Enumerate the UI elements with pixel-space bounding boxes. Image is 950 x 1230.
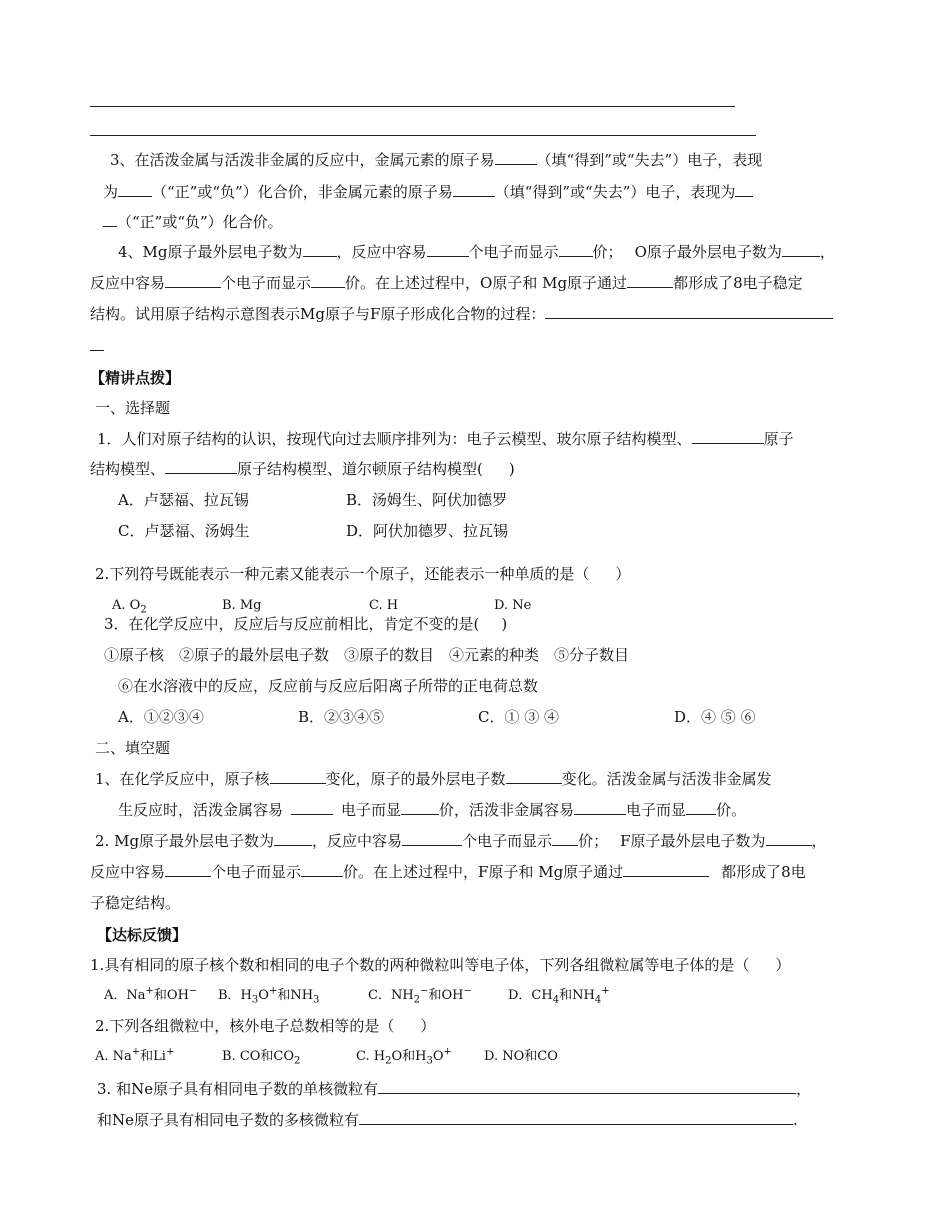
feedback-q1-option-b[interactable]: B．$H_3O^+$和$NH_3$ [218, 985, 320, 1006]
fill-blank[interactable] [301, 862, 343, 877]
fill-q1-line2: 生反应时，活泼金属容易 电子而显 价，活泼非金属容易 电子而显 价。 [118, 801, 747, 819]
fill-q2-line3: 子稳定结构。 [90, 894, 181, 912]
fill-blank[interactable] [782, 242, 820, 257]
fill-blank[interactable] [552, 831, 578, 846]
intro-q4-line4 [90, 336, 104, 356]
fill-blank[interactable] [274, 831, 312, 846]
choice-q2-option-b[interactable]: B. Mg [222, 598, 262, 613]
fill-blank[interactable] [686, 800, 716, 815]
choice-q2-option-c[interactable]: C. H [369, 598, 399, 613]
fill-blank[interactable] [303, 242, 337, 257]
feedback-q3-line2: 和Ne原子具有相同电子数的多核微粒有 . [97, 1111, 798, 1129]
choice-q2-option-a[interactable]: A. $O_2$ [112, 598, 147, 616]
choice-q1-option-a[interactable]: A．卢瑟福、拉瓦锡 [118, 491, 249, 509]
choice-q2-option-d[interactable]: D. Ne [494, 598, 532, 613]
feedback-q3-line1: 3. 和Ne原子具有相同电子数的单核微粒有 ， [97, 1080, 812, 1098]
choice-q2-stem: 2.下列符号既能表示一种元素又能表示一个原子，还能表示一种单质的是（ ） [95, 565, 631, 583]
fill-blank[interactable] [735, 182, 753, 197]
answer-line[interactable] [90, 135, 756, 136]
fill-blank[interactable] [692, 429, 764, 444]
fill-q2-line1: 2. Mg原子最外层电子数为 ，反应中容易 个电子而显示 价； F原子最外层电子数为 ， [95, 832, 827, 850]
choice-q1-line1: 1．人们对原子结构的认识，按现代向过去顺序排列为：电子云模型、玻尔原子结构模型、 原子 [97, 430, 794, 448]
fill-blank[interactable] [311, 273, 345, 288]
section-heading-choice: 一、选择题 [95, 399, 171, 417]
intro-q4-line1: 4、Mg原子最外层电子数为 ，反应中容易 个电子而显示 价； O原子最外层电子数为 ， [118, 243, 835, 261]
fill-blank[interactable] [623, 862, 709, 877]
fill-q1-line1: 1、在化学反应中，原子核 变化，原子的最外层电子数 变化。活泼金属与活泼非金属发 [95, 770, 772, 788]
fill-blank[interactable] [270, 769, 326, 784]
fill-blank[interactable] [165, 459, 237, 474]
feedback-q2-option-d[interactable]: D. NO和CO [484, 1049, 558, 1064]
intro-q4-line3: 结构。试用原子结构示意图表示Mg原子与F原子形成化合物的过程： [90, 304, 833, 324]
feedback-q2-stem: 2.下列各组微粒中，核外电子总数相等的是（ ） [95, 1017, 436, 1035]
feedback-q1-option-a[interactable]: A．Na+和OH− [104, 985, 198, 1003]
choice-q3-items-line1: ①原子核 ②原子的最外层电子数 ③原子的数目 ④元素的种类 ⑤分子数目 [104, 646, 630, 664]
fill-blank[interactable] [378, 1079, 796, 1094]
choice-q3-option-b[interactable]: B．②③④⑤ [298, 708, 385, 726]
fill-blank[interactable] [453, 182, 495, 197]
choice-q3-option-a[interactable]: A．①②③④ [118, 708, 204, 726]
fill-blank[interactable] [359, 1110, 793, 1125]
feedback-q1-option-d[interactable]: D．$CH_4$和$NH_4^+$ [508, 985, 610, 1006]
feedback-q1-option-c[interactable]: C．$NH_2^-$和OH− [368, 985, 472, 1006]
fill-blank[interactable] [627, 273, 673, 288]
fill-blank[interactable] [427, 242, 469, 257]
choice-q3-items-line2: ⑥在水溶液中的反应，反应前与反应后阳离子所带的正电荷总数 [118, 677, 539, 695]
choice-q1-option-d[interactable]: D．阿伏加德罗、拉瓦锡 [346, 522, 509, 540]
answer-line[interactable] [90, 106, 735, 107]
fill-blank[interactable] [103, 212, 117, 227]
section-heading-feedback: 【达标反馈】 [97, 926, 188, 944]
choice-q1-option-c[interactable]: C．卢瑟福、汤姆生 [118, 522, 250, 540]
feedback-q2-option-b[interactable]: B. CO和$CO_2$ [222, 1049, 301, 1067]
choice-q3-option-c[interactable]: C．① ③ ④ [478, 708, 560, 726]
fill-blank[interactable] [165, 862, 211, 877]
fill-blank[interactable] [291, 800, 333, 815]
section-heading-fill: 二、填空题 [95, 739, 171, 757]
fill-blank[interactable] [574, 800, 626, 815]
choice-q1-line2: 结构模型、 原子结构模型、道尔顿原子结构模型( ) [90, 460, 515, 478]
fill-blank[interactable] [495, 150, 537, 165]
intro-q3-line2: 为 （“正”或“负”）化合价，非金属元素的原子易 （填“得到”或“失去”）电子，表现为 [103, 182, 753, 202]
feedback-q2-option-c[interactable]: C. $H_2O$和$H_3O^+$ [356, 1046, 452, 1067]
fill-blank[interactable] [559, 242, 593, 257]
choice-q1-option-b[interactable]: B．汤姆生、阿伏加德罗 [346, 491, 508, 509]
intro-q3-line3: （“正”或“负”）化合价。 [103, 212, 283, 232]
fill-blank[interactable] [402, 831, 462, 846]
feedback-q1-stem: 1.具有相同的原子核个数和相同的电子个数的两种微粒叫等电子体，下列各组微粒属等电子体的是（ ） [90, 956, 791, 974]
fill-blank[interactable] [766, 831, 812, 846]
fill-blank[interactable] [401, 800, 439, 815]
fill-blank[interactable] [506, 769, 562, 784]
intro-q3-line1: 3、在活泼金属与活泼非金属的反应中，金属元素的原子易 （填“得到”或“失去”）电子，表现 [110, 151, 763, 169]
choice-q3-option-d[interactable]: D．④ ⑤ ⑥ [674, 708, 756, 726]
choice-q3-stem: 3．在化学反应中，反应后与反应前相比，肯定不变的是( ) [104, 615, 508, 633]
fill-blank[interactable] [165, 273, 221, 288]
fill-blank[interactable] [90, 336, 104, 351]
fill-blank[interactable] [545, 304, 833, 319]
fill-q2-line2: 反应中容易 个电子而显示 价。在上述过程中，F原子和 Mg原子通过 都形成了8电 [90, 863, 806, 881]
intro-q4-line2: 反应中容易 个电子而显示 价。在上述过程中，O原子和 Mg原子通过 都形成了8电子稳定 [90, 274, 803, 292]
fill-blank[interactable] [118, 182, 152, 197]
feedback-q2-option-a[interactable]: A. Na+和Li+ [95, 1046, 175, 1064]
section-heading-jingjiang: 【精讲点拨】 [90, 369, 181, 387]
